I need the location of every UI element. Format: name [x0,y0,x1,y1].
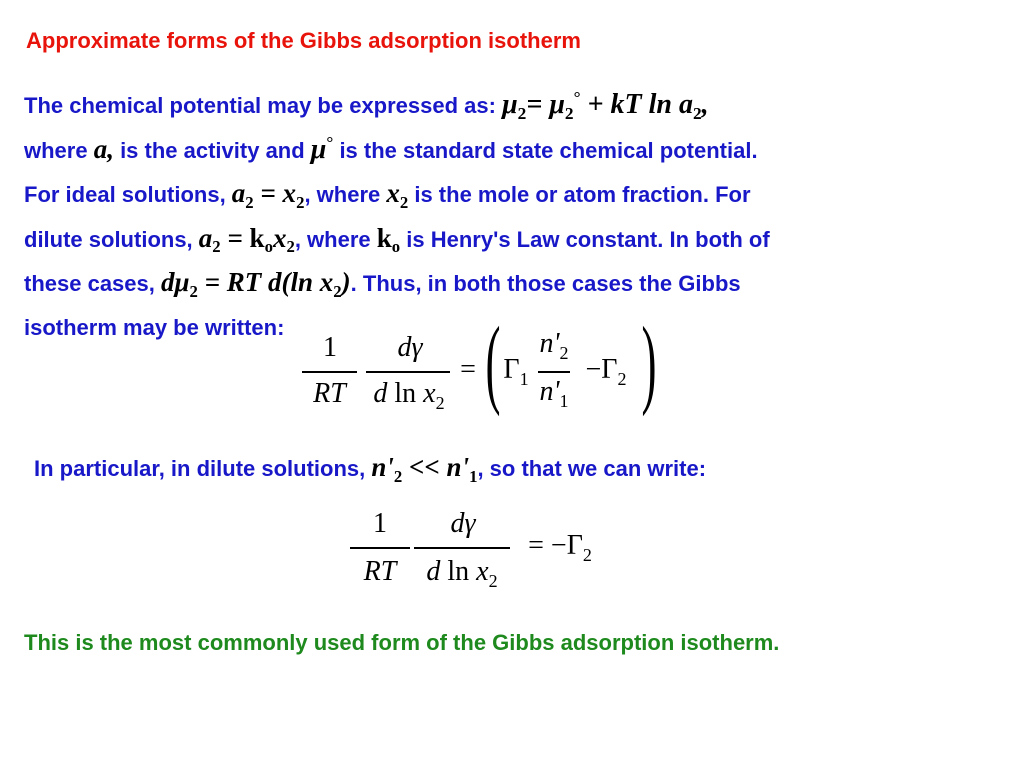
eq2-denominator-rt: RT [363,556,397,587]
eq1-right-paren: ) [641,306,657,417]
dilute-condition-line [34,452,707,486]
eq1-equals: = [460,354,476,385]
para-line-4 [24,218,1009,263]
slide-title: Approximate forms of the Gibbs adsorption isotherm [26,28,581,53]
activity-symbol: a, [93,133,114,164]
dilute-gibbs-equation [340,500,620,600]
eq1-denominator-n1: $n'_1$ [539,376,569,411]
para-text: is the mole or atom fraction. For [408,182,751,207]
mole-fraction-symbol: $x_2$ [386,178,409,212]
dmu-formula: $d\mu_2$ = RT d(ln $x_2$) [160,267,351,301]
eq1-left-paren: ( [485,306,501,417]
para-text: is Henry's Law constant. In both of [400,226,770,252]
para-text: is the standard state chemical potential. [333,137,758,163]
dilute-text: , so that we can write: [477,456,707,481]
eq1-numerator-dgamma: dγ [397,332,423,363]
eq2-fraction-bar [350,547,410,549]
dilute-text: In particular, in dilute solutions, [34,456,372,481]
eq1-gamma1: $\Gamma_1$ [503,354,529,389]
para-line-3 [24,173,1009,218]
dilute-solution-formula: $a_2 = k_ox_2$ [198,222,295,257]
para-text: dilute solutions, [24,226,199,252]
dilute-condition-formula: $n'_2 << n'_1$ [371,452,478,486]
eq2-numerator-1: 1 [373,508,387,539]
eq2-equals-minus-gamma2: = $-\Gamma_2$ [528,530,592,565]
para-text: is the activity and [113,137,311,163]
chemical-potential-formula: $\mu_2= \mu_2^\circ$ + kT $\ln a_2$, [502,88,709,123]
para-text: these cases, [24,271,161,296]
eq2-denominator-dlnx: d $\ln x_2$ [426,556,498,591]
eq1-numerator-1: 1 [323,332,337,363]
para-text: , where [294,226,377,252]
eq1-denominator-dlnx: d $\ln x_2$ [373,378,445,413]
eq1-fraction-bar [538,371,570,373]
para-text: , where [304,182,387,207]
eq1-numerator-n2: $n'_2$ [539,328,569,363]
para-line-1 [24,84,1009,129]
intro-paragraph [24,84,1009,348]
para-text: The chemical potential may be expressed as: [24,93,503,118]
para-text: isotherm may be written: [24,314,285,340]
eq2-numerator-dgamma: dγ [450,508,476,539]
para-line-5 [24,262,1009,307]
para-text: . Thus, in both those cases the Gibbs [350,271,741,296]
standard-mu-symbol: μ° [310,132,334,165]
eq1-fraction-bar [366,371,450,373]
gibbs-isotherm-equation [290,306,670,418]
eq1-minus-gamma2: $-\Gamma_2$ [585,354,627,389]
closing-statement: This is the most commonly used form of the Gibbs adsorption isotherm. [24,630,780,655]
para-text: where [24,137,94,163]
eq1-denominator-rt: RT [313,378,346,409]
para-text: For ideal solutions, [24,182,232,207]
eq1-fraction-bar [302,371,357,373]
ideal-solution-formula: $a_2 = x_2$ [231,178,305,212]
eq2-fraction-bar [414,547,510,549]
henry-constant-symbol: $k_o$ [376,222,401,257]
para-line-2 [24,129,1009,174]
